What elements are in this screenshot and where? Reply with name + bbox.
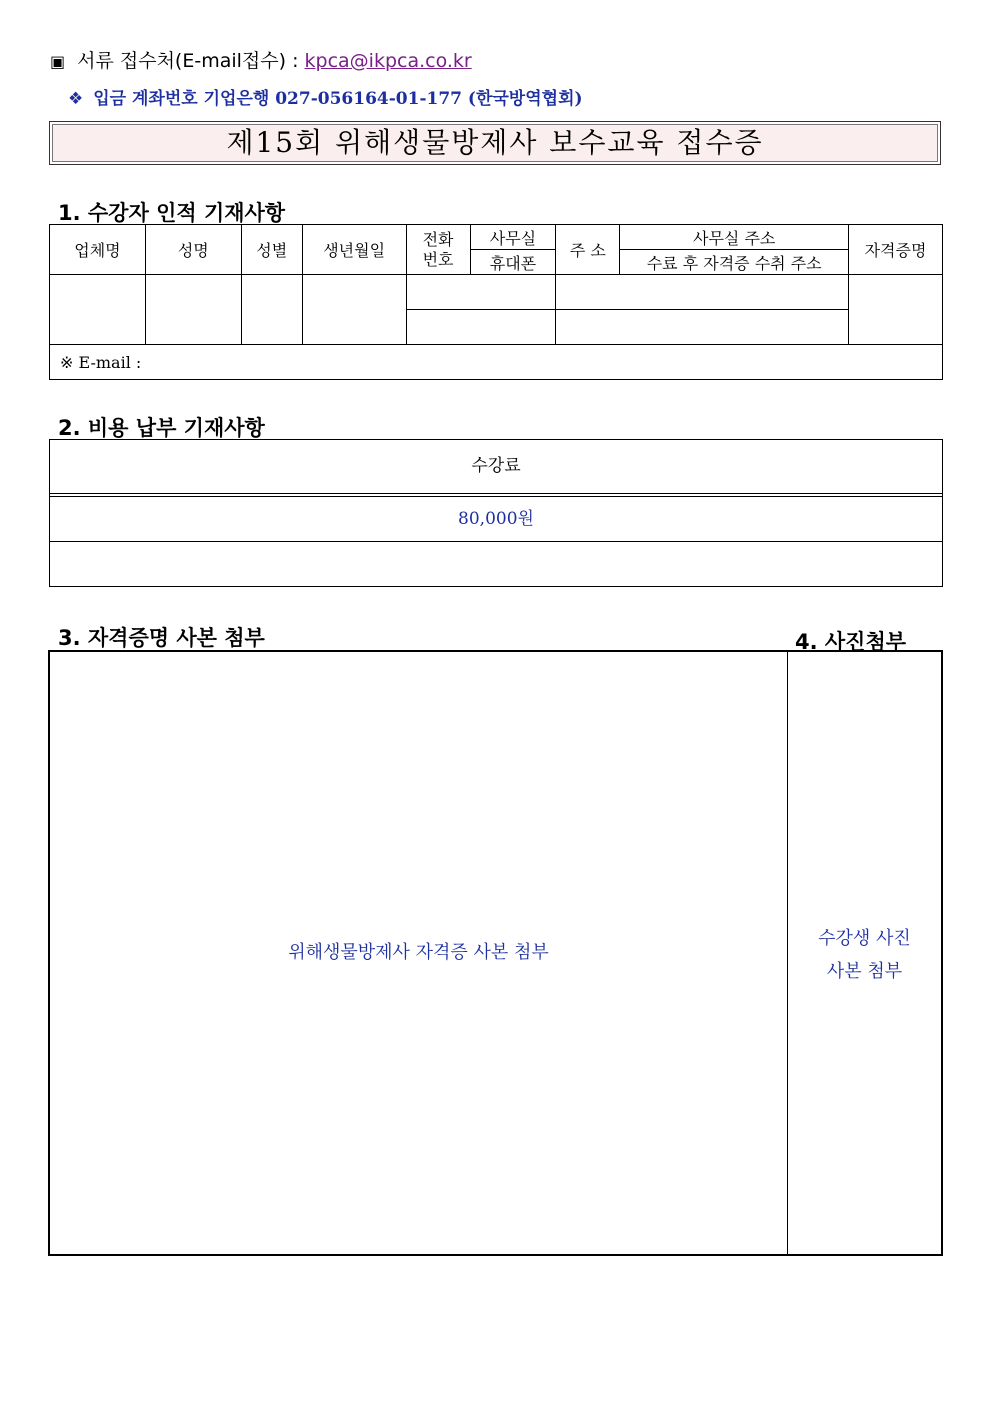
fee-value: 80,000원 [50,497,942,542]
col-mobile: 휴대폰 [470,250,556,275]
input-name[interactable] [145,275,241,345]
col-gender: 성별 [241,225,302,275]
col-phone [406,225,470,275]
input-office-phone[interactable] [406,275,556,310]
input-birth[interactable] [302,275,406,345]
title-box [49,121,941,165]
col-birth: 생년월일 [302,225,406,275]
page-title: 제15회 위해생물방제사 보수교육 접수증 [226,126,764,159]
input-cert-address[interactable] [556,310,849,345]
square-bullet-icon: ▣ [50,52,66,71]
fee-box [49,439,943,587]
input-certificate[interactable] [849,275,943,345]
photo-attach-area[interactable] [788,922,941,988]
account-text: 입금 계좌번호 기업은행 027-056164-01-177 (한국방역협회) [93,89,583,109]
submission-label: 서류 접수처(E-mail접수) : [77,50,305,72]
section2-heading: 2. 비용 납부 기재사항 [58,416,265,440]
section4-heading: 4. 사진첨부 [795,630,907,654]
input-company[interactable] [50,275,146,345]
input-gender[interactable] [241,275,302,345]
diamond-bullet-icon: ❖ [68,89,84,109]
col-certificate: 자격증명 [849,225,943,275]
col-address: 주 소 [556,225,620,275]
col-cert-address: 수료 후 자격증 수취 주소 [620,250,849,275]
section1-heading: 1. 수강자 인적 기재사항 [58,201,286,225]
photo-line1: 수강생 사진 [818,928,911,949]
submission-info [50,46,472,73]
email-row[interactable] [50,345,943,380]
section3-heading: 3. 자격증명 사본 첨부 [58,626,265,650]
col-phone-label: 전화 번호 [422,229,454,269]
input-office-address[interactable] [556,275,849,310]
attachment-box [48,650,943,1256]
email-label: ※ E-mail : [60,352,142,372]
photo-line2: 사본 첨부 [826,961,903,982]
input-mobile[interactable] [406,310,556,345]
col-company: 업체명 [50,225,146,275]
col-name: 성명 [145,225,241,275]
email-link[interactable]: kpca@ikpca.co.kr [304,50,472,72]
col-office-address: 사무실 주소 [620,225,849,250]
certificate-attach-area[interactable]: 위해생물방제사 자격증 사본 첨부 [288,942,549,963]
account-info [68,84,583,109]
fee-label: 수강료 [50,440,942,494]
applicant-table [49,224,943,380]
col-office-phone: 사무실 [470,225,556,250]
